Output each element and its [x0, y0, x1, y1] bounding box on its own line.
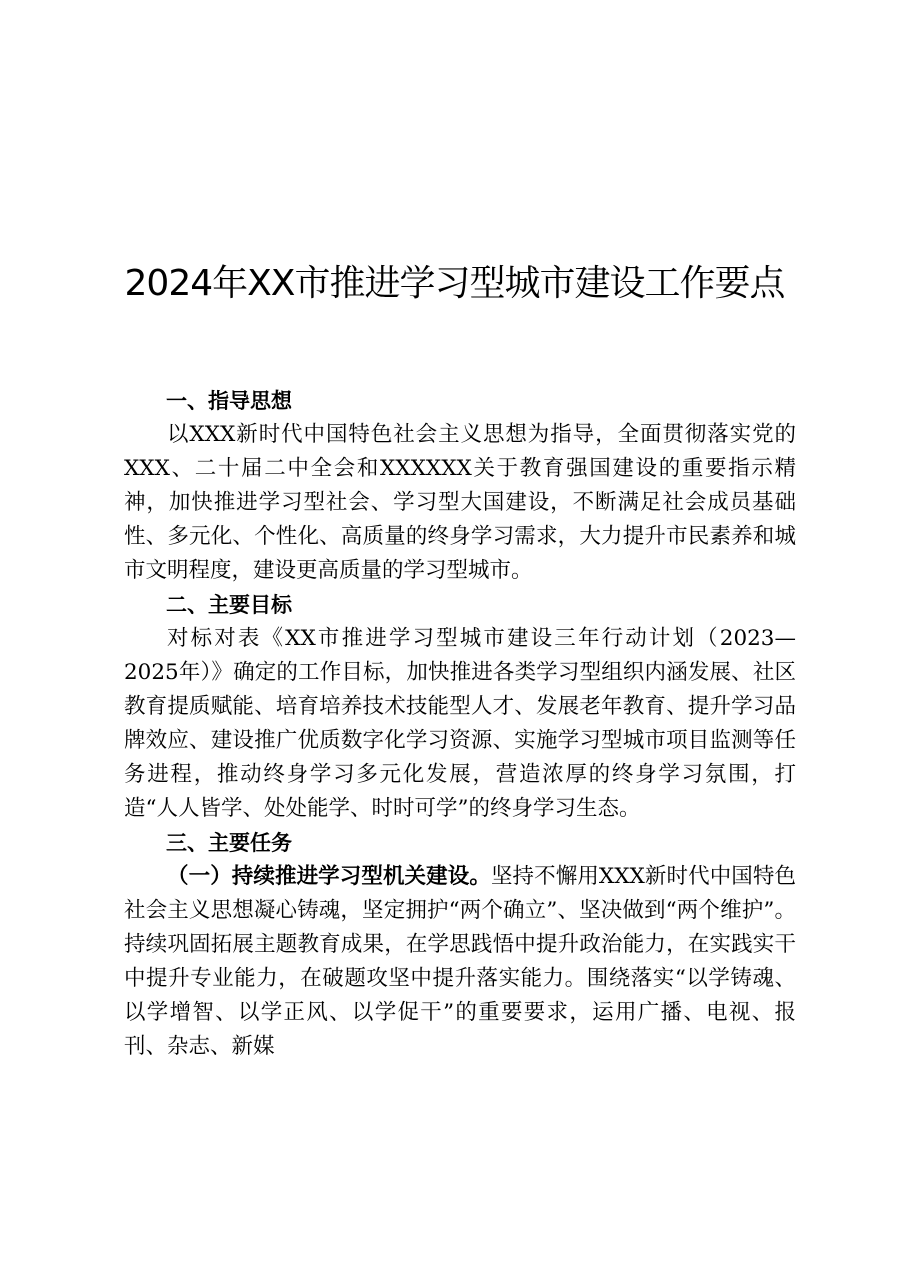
section-paragraph: 以XXX新时代中国特色社会主义思想为指导，全面贯彻落实党的XXX、二十届二中全会和XXXXXX关于教育强国建设的重要指示精神，加快推进学习型社会、学习型大国建设，不断满足社会成员基础性、多元化、个性化、高质量的终身学习需求，大力提升市民素养和城市文明程度，建设更高质量的学习型城市。	[124, 422, 796, 583]
document-title: 2024年XX市推进学习型城市建设工作要点	[124, 263, 785, 304]
task-item-paragraph	[124, 860, 796, 1064]
section-heading-guiding-ideology: 一、指导思想	[166, 389, 292, 413]
document-body	[124, 384, 796, 1064]
task-item-text: 坚持不懈用XXX新时代中国特色社会主义思想凝心铸魂，坚定拥护“两个确立”、坚决做到“两个维护”。持续巩固拓展主题教育成果，在学思践悟中提升政治能力，在实践实干中提升专业能力，在破题攻坚中提升落实能力。围绕落实“以学铸魂、以学增智、以学正风、以学促干”的重要要求，运用广播、电视、报刊、杂志、新媒	[124, 864, 796, 1059]
section-heading-main-goals: 二、主要目标	[166, 593, 292, 617]
section-paragraph: 对标对表《XX市推进学习型城市建设三年行动计划（2023—2025年）》确定的工作目标，加快推进各类学习型组织内涵发展、社区教育提质赋能、培育培养技术技能型人才、发展老年教育、提升学习品牌效应、建设推广优质数字化学习资源、实施学习型城市项目监测等任务进程，推动终身学习多元化发展，营造浓厚的终身学习氛围，打造“人人皆学、处处能学、时时可学”的终身学习生态。	[124, 626, 796, 821]
task-item-lead: （一）持续推进学习型机关建设。	[167, 864, 491, 889]
section-heading-main-tasks: 三、主要任务	[166, 831, 292, 855]
